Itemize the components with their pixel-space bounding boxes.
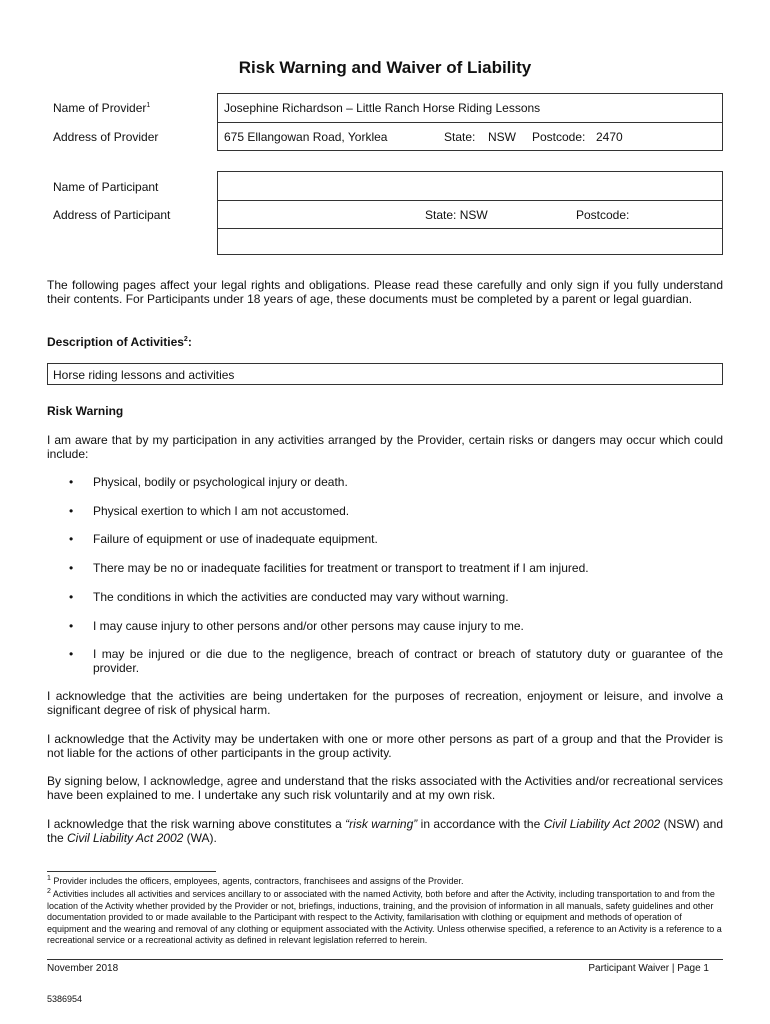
footnote-separator <box>47 871 216 872</box>
acknowledgement-paragraph: By signing below, I acknowledge, agree and understand that the risks associated with the Activities and/or recreational services have been explained to me. I undertake any such risk voluntarily and at my own risk. <box>47 774 723 802</box>
provider-box-divider <box>217 122 723 123</box>
bullet-icon: • <box>69 619 74 633</box>
provider-address-field[interactable]: 675 Ellangowan Road, Yorklea <box>224 130 388 144</box>
footer-date: November 2018 <box>47 963 119 974</box>
footnote-text: Activities includes all activities and services ancillary to or associated with the named Activity, both before and after the Activity, including transportation to and from the location of the Activity whether provided by the Provider or not, briefings, inductions, training, and the provision of information in all manuals, safety guidelines and other documentation provided to or made available to the Participant with respect to the Activity, familarisation with clothing or equipment and methods of operation of equipment and the wearing and removal of any clothing or equipment associated with the Activity. Unless otherwise specified, a reference to an Activity is a reference to a recreational service or a recreational activity as defined in relevant legislation referred to herein. <box>47 889 722 945</box>
risk-item: Physical exertion to which I am not accustomed. <box>93 504 350 518</box>
participant-name-label: Name of Participant <box>53 180 159 194</box>
risk-item: Failure of equipment or use of inadequate equipment. <box>93 532 378 546</box>
intro-paragraph: The following pages affect your legal rights and obligations. Please read these carefully and only sign if you fully understand their contents. For Participants under 18 years of age, these documents must be completed by a parent or legal guardian. <box>47 278 723 306</box>
risk-warning-statement <box>47 817 723 845</box>
participant-postcode-field[interactable]: Postcode: <box>576 208 630 222</box>
provider-name-field[interactable]: Josephine Richardson – Little Ranch Horse Riding Lessons <box>224 101 541 115</box>
provider-state-label: State: <box>444 130 476 144</box>
bullet-icon: • <box>69 561 74 575</box>
footnote-number: 1 <box>47 875 51 882</box>
statement-text: in accordance with the <box>417 817 544 831</box>
activities-field[interactable]: Horse riding lessons and activities <box>53 368 235 382</box>
footnote-ref-2: 2 <box>183 336 188 343</box>
footnote-number: 2 <box>47 888 51 895</box>
footer-page-number: Participant Waiver | Page 1 <box>588 963 709 974</box>
statement-text: I acknowledge that the risk warning above constitutes a <box>47 817 346 831</box>
provider-name-label <box>53 101 150 115</box>
participant-state-field[interactable]: State: NSW <box>425 208 488 222</box>
risk-item: The conditions in which the activities are conducted may vary without warning. <box>93 590 509 604</box>
participant-address-field[interactable] <box>218 201 418 227</box>
activities-heading <box>47 335 192 349</box>
participant-address-line-2-field[interactable] <box>218 229 722 254</box>
footnote-2 <box>47 889 723 947</box>
footnote-text: Provider includes the officers, employees, agents, contractors, franchisees and assigns of the Provider. <box>53 876 464 886</box>
provider-state-field[interactable]: NSW <box>488 130 516 144</box>
statement-quote: “risk warning” <box>345 817 418 831</box>
statement-text: (NSW) and the <box>47 817 724 845</box>
bullet-icon: • <box>69 475 74 489</box>
provider-postcode-field[interactable]: 2470 <box>596 130 623 144</box>
activities-heading-text: Description of Activities <box>47 335 184 349</box>
participant-name-field[interactable] <box>218 172 722 199</box>
statement-text: (WA). <box>183 831 217 845</box>
statement-act-nsw: Civil Liability Act 2002 <box>543 817 661 831</box>
risk-warning-heading: Risk Warning <box>47 404 124 418</box>
risk-item: Physical, bodily or psychological injury or death. <box>93 475 348 489</box>
risk-item: I may be injured or die due to the negligence, breach of contract or breach of statutory duty or guarantee of the provider. <box>93 647 723 675</box>
risk-item: I may cause injury to other persons and/or other persons may cause injury to me. <box>93 619 524 633</box>
risk-item: There may be no or inadequate facilities for treatment or transport to treatment if I am injured. <box>93 561 589 575</box>
bullet-icon: • <box>69 590 74 604</box>
bullet-icon: • <box>69 504 74 518</box>
page-title: Risk Warning and Waiver of Liability <box>238 58 532 77</box>
activities-heading-colon: : <box>187 335 192 349</box>
bullet-icon: • <box>69 647 74 661</box>
participant-address-label: Address of Participant <box>53 208 171 222</box>
provider-name-label-text: Name of Provider <box>53 101 147 115</box>
acknowledgement-paragraph: I acknowledge that the activities are being undertaken for the purposes of recreation, enjoyment or leisure, and involve a significant degree of risk of physical harm. <box>47 689 723 717</box>
risk-warning-intro: I am aware that by my participation in any activities arranged by the Provider, certain risks or dangers may occur which could include: <box>47 433 723 461</box>
bullet-icon: • <box>69 532 74 546</box>
provider-address-label: Address of Provider <box>53 130 159 144</box>
acknowledgement-paragraph: I acknowledge that the Activity may be undertaken with one or more other persons as part of a group and that the Provider is not liable for the actions of other participants in the group activity. <box>47 732 723 760</box>
statement-act-wa: Civil Liability Act 2002 <box>67 831 184 845</box>
footnote-1 <box>47 876 723 888</box>
document-id: 5386954 <box>47 994 83 1004</box>
provider-postcode-label: Postcode: <box>532 130 586 144</box>
footnote-ref-1: 1 <box>146 102 151 109</box>
footer-rule <box>47 959 723 960</box>
